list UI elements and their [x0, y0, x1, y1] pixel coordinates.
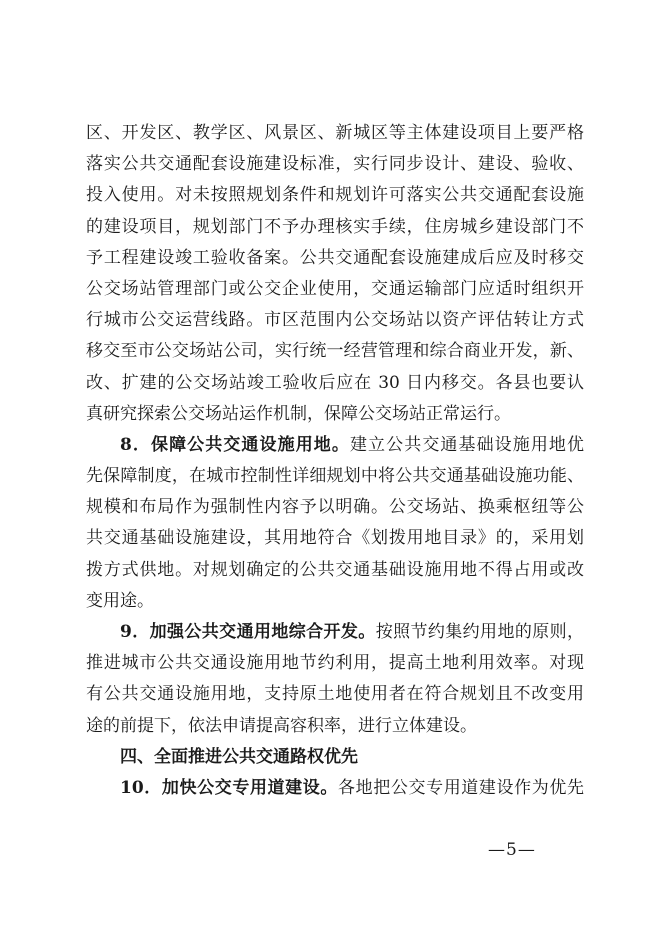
text-line: 行城市公交运营线路。市区范围内公交场站以资产评估转让方式: [86, 310, 584, 331]
text-line: 推进城市公共交通设施用地节约利用，提高土地利用效率。对现: [86, 653, 584, 674]
document-body: [86, 118, 584, 804]
paragraph-first-line: [86, 430, 584, 461]
text-line: 移交至市公交场站公司，实行统一经营管理和综合商业开发，新、: [86, 341, 584, 362]
section-heading: 四、全面推进公共交通路权优先: [120, 746, 358, 767]
text-line: 规模和布局作为强制性内容予以明确。公交场站、换乘枢纽等公: [86, 497, 584, 518]
item-heading: 10．加快公交专用道建设。: [120, 777, 339, 798]
item-heading: 8．保障公共交通设施用地。: [120, 434, 350, 455]
text-line: 落实公共交通配套设施建设标准，实行同步设计、建设、验收、: [86, 154, 584, 175]
text-line: 公交场站管理部门或公交企业使用，交通运输部门应适时组织开: [86, 278, 584, 299]
text-line: 区、开发区、教学区、风景区、新城区等主体建设项目上要严格: [86, 123, 584, 143]
text-line: 拨方式供地。对规划确定的公共交通基础设施用地不得占用或改: [86, 559, 584, 580]
paragraph-first-line: [86, 617, 584, 648]
text-line: 变用途。: [86, 590, 154, 611]
text-line: 有公共交通设施用地，支持原土地使用者在符合规划且不改变用: [86, 684, 584, 705]
page-number: —5—: [488, 840, 536, 860]
text-line: 予工程建设竣工验收备案。公共交通配套设施建成后应及时移交: [86, 247, 584, 268]
text-line: 改、扩建的公交场站竣工验收后应在 30 日内移交。各县也要认: [86, 372, 584, 393]
item-text: 各地把公交专用道建设作为优先: [338, 777, 584, 798]
text-line: 的建设项目，规划部门不予办理核实手续，住房城乡建设部门不: [86, 216, 584, 237]
paragraph-first-line: [86, 773, 584, 804]
text-line: 共交通基础设施建设，其用地符合《划拨用地目录》的，采用划: [86, 528, 584, 549]
text-line: 途的前提下，依法申请提高容积率，进行立体建设。: [86, 715, 477, 736]
text-line: 真研究探索公交场站运作机制，保障公交场站正常运行。: [86, 403, 511, 424]
item-heading: 9．加强公共交通用地综合开发。: [120, 622, 376, 642]
item-text: 按照节约集约用地的原则，: [375, 622, 585, 642]
text-line: 投入使用。对未按照规划条件和规划许可落实公共交通配套设施: [86, 185, 584, 206]
item-text: 建立公共交通基础设施用地优: [349, 434, 585, 455]
text-line: 先保障制度，在城市控制性详细规划中将公共交通基础设施功能、: [86, 466, 584, 487]
